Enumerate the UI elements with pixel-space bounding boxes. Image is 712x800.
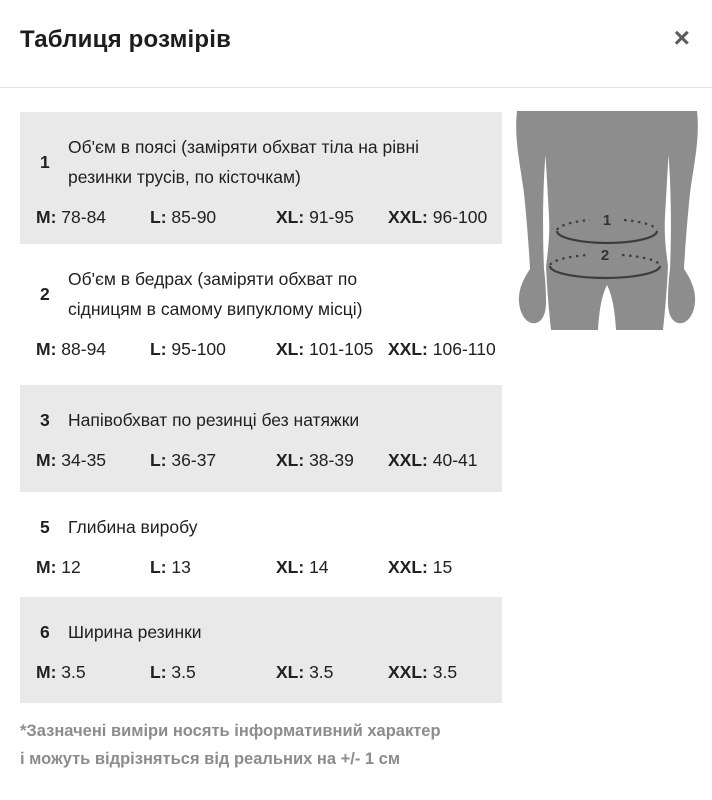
size-cell: XXL: 106-110 <box>388 339 496 359</box>
measurement-figure <box>512 111 702 330</box>
modal-header <box>0 0 712 88</box>
row-number: 2 <box>40 283 50 304</box>
row-number: 6 <box>40 621 50 642</box>
size-cell: XXL: 15 <box>388 557 453 577</box>
row-description: Напівобхват по резинці без натяжки <box>68 410 360 430</box>
row-description: Об'єм в бедрах (заміряти обхват по сідницям в самому випуклому місці) <box>68 269 363 319</box>
row-description: Глибина виробу <box>68 517 198 537</box>
row-sizes <box>36 448 486 472</box>
row-description: Ширина резинки <box>68 622 202 642</box>
row-sizes <box>36 205 486 229</box>
row-sizes <box>36 660 486 684</box>
row-number: 1 <box>40 151 50 172</box>
size-cell: XL: 91-95 <box>276 207 354 227</box>
size-row-depth <box>20 492 502 597</box>
close-icon: × <box>673 22 690 53</box>
close-button[interactable] <box>666 20 698 56</box>
size-cell: XL: 38-39 <box>276 450 354 470</box>
body-silhouette-image <box>512 111 702 330</box>
row-sizes <box>36 337 496 361</box>
size-cell: L: 36-37 <box>150 450 217 470</box>
row-number: 5 <box>40 516 50 537</box>
size-cell: L: 95-100 <box>150 339 226 359</box>
size-cell: XXL: 3.5 <box>388 662 458 682</box>
hip-ring-label: 2 <box>600 247 610 264</box>
row-sizes <box>36 555 486 579</box>
size-cell: M: 34-35 <box>36 450 107 470</box>
size-row-elastic-width <box>20 597 502 703</box>
size-cell: XL: 14 <box>276 557 329 577</box>
row-number: 3 <box>40 409 50 430</box>
size-cell: XXL: 40-41 <box>388 450 478 470</box>
row-description: Об'єм в поясі (заміряти обхват тіла на рівні резинки трусів, по кісточкам) <box>68 137 419 187</box>
size-cell: XL: 3.5 <box>276 662 334 682</box>
size-row-elastic-halfgirth <box>20 385 502 492</box>
size-cell: M: 3.5 <box>36 662 86 682</box>
waist-ring-label: 1 <box>602 212 612 229</box>
size-row-waist <box>20 112 502 244</box>
size-cell: M: 12 <box>36 557 81 577</box>
modal-title: Таблиця розмірів <box>20 26 232 53</box>
size-cell: L: 3.5 <box>150 662 196 682</box>
size-rows <box>20 112 502 703</box>
size-cell: L: 13 <box>150 557 191 577</box>
size-cell: M: 78-84 <box>36 207 107 227</box>
size-row-hips <box>20 244 502 385</box>
size-cell: XL: 101-105 <box>276 339 374 359</box>
disclaimer-note: *Зазначені виміри носять інформативний характер і можуть відрізняться від реальних на +/- 1 см <box>20 722 441 768</box>
size-cell: M: 88-94 <box>36 339 107 359</box>
size-table <box>20 112 692 703</box>
size-cell: L: 85-90 <box>150 207 217 227</box>
size-cell: XXL: 96-100 <box>388 207 488 227</box>
